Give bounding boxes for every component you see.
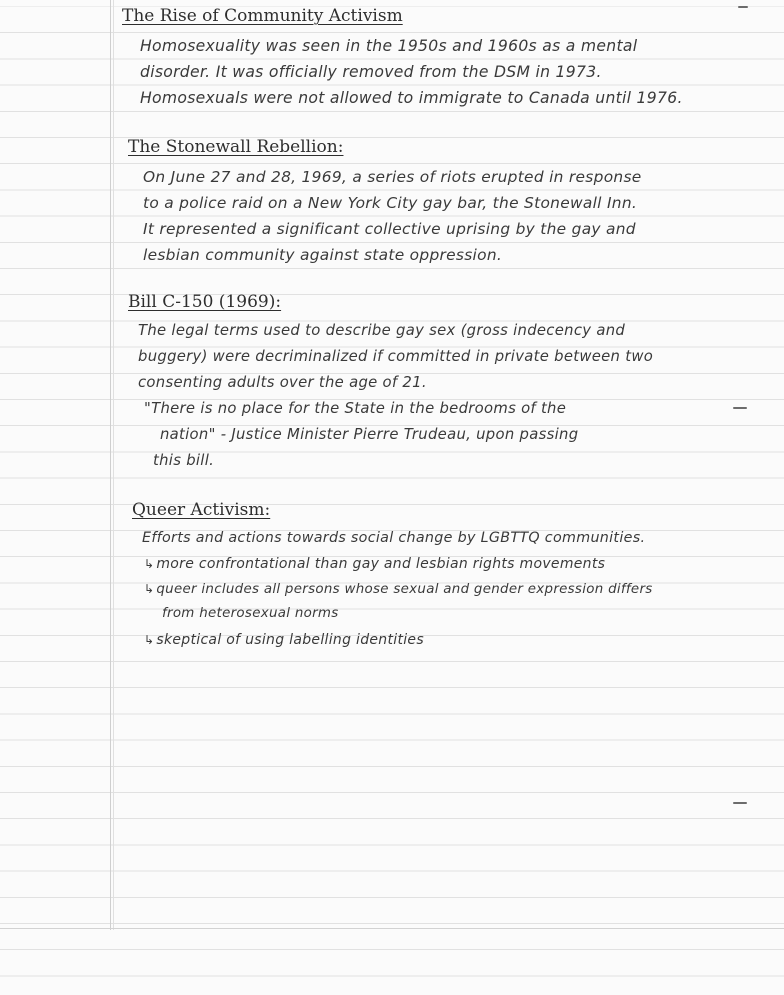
text-line: consenting adults over the age of 21.	[138, 374, 427, 391]
text-line: to a police raid on a New York City gay bar, the Stonewall Inn.	[143, 194, 638, 212]
bullet-item	[144, 632, 424, 648]
text-line: On June 27 and 28, 1969, a series of riots erupted in response	[143, 168, 642, 186]
margin-line	[110, 0, 111, 930]
bullet-item	[144, 582, 653, 597]
quote-line: nation" - Justice Minister Pierre Trudeau, upon passing	[160, 426, 579, 443]
heading-bill-c150: Bill C-150 (1969):	[128, 292, 282, 312]
bullet-arrow-icon: ↳	[144, 633, 155, 647]
bullet-text: queer includes all persons whose sexual and gender expression differs	[156, 582, 653, 597]
text-line: buggery) were decriminalized if committed in private between two	[138, 348, 654, 365]
text-line: Homosexuality was seen in the 1950s and 1960s as a mental	[140, 37, 638, 55]
margin-line-shadow	[113, 0, 114, 930]
quote-line: this bill.	[153, 452, 215, 469]
pen-mark	[733, 802, 747, 804]
quote-line: "There is no place for the State in the bedrooms of the	[144, 400, 567, 417]
text-line: It represented a significant collective uprising by the gay and	[143, 220, 636, 238]
pen-mark	[733, 407, 747, 409]
bullet-text: skeptical of using labelling identities	[156, 632, 424, 648]
bullet-continuation: from heterosexual norms	[162, 606, 339, 621]
bullet-arrow-icon: ↳	[144, 582, 155, 596]
bullet-item	[144, 556, 605, 572]
heading-stonewall-rebellion: The Stonewall Rebellion:	[128, 137, 344, 157]
bullet-arrow-icon: ↳	[144, 557, 155, 571]
heading-queer-activism: Queer Activism:	[132, 500, 271, 520]
text-line: Homosexuals were not allowed to immigrate to Canada until 1976.	[140, 89, 683, 107]
bullet-text: more confrontational than gay and lesbian rights movements	[156, 556, 606, 572]
text-line: disorder. It was officially removed from the DSM in 1973.	[140, 63, 602, 81]
text-line: Efforts and actions towards social change by LGBTTQ communities.	[142, 530, 646, 546]
text-line: The legal terms used to describe gay sex (gross indecency and	[138, 322, 626, 339]
heading-community-activism: The Rise of Community Activism	[122, 6, 403, 26]
page-bottom-edge	[0, 928, 784, 929]
pen-mark	[738, 6, 748, 8]
text-line: lesbian community against state oppression.	[143, 246, 503, 264]
